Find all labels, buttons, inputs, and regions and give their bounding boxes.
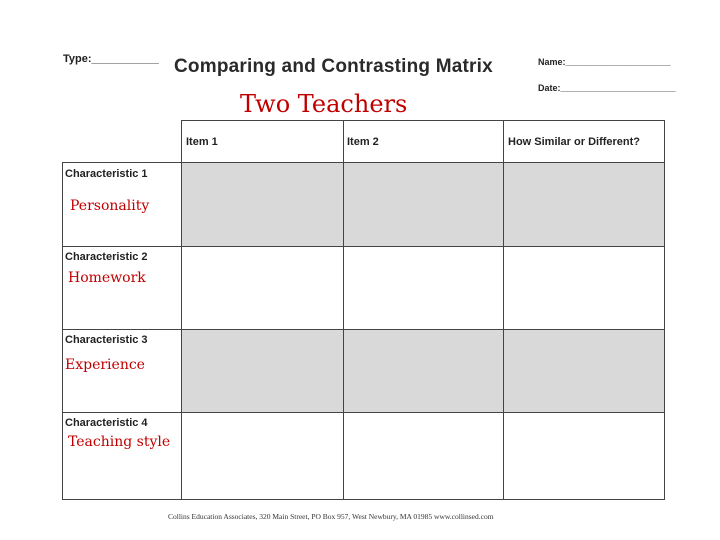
grid-line: [62, 162, 665, 163]
name-field-label: Name:_____________________: [538, 57, 671, 67]
grid-line: [62, 246, 665, 247]
row-header-2: Characteristic 2: [65, 251, 148, 263]
row-note-3: Experience: [65, 357, 145, 373]
page-title: Comparing and Contrasting Matrix: [174, 56, 493, 77]
column-header-item-1: Item 1: [186, 136, 218, 148]
grid-line: [62, 412, 665, 413]
footer-text: Collins Education Associates, 320 Main Street, PO Box 957, West Newbury, MA 01985 www.collinsed.com: [168, 512, 494, 521]
row-1-shade: [182, 163, 665, 246]
row-note-1: Personality: [70, 198, 150, 214]
column-header-item-2: Item 2: [347, 136, 379, 148]
grid-line: [62, 329, 665, 330]
column-header-similar-different: How Similar or Different?: [508, 136, 641, 148]
grid-line: [181, 120, 182, 500]
row-header-1: Characteristic 1: [65, 168, 148, 180]
row-header-3: Characteristic 3: [65, 334, 148, 346]
grid-line: [62, 162, 63, 500]
topic-text: Two Teachers: [240, 90, 408, 118]
grid-line: [62, 499, 665, 500]
row-note-2: Homework: [68, 270, 146, 286]
grid-line: [181, 120, 665, 121]
row-note-4: Teaching style: [68, 434, 171, 450]
row-3-shade: [182, 329, 665, 412]
grid-line: [343, 120, 344, 500]
date-field-label: Date:_______________________: [538, 83, 676, 93]
row-header-4: Characteristic 4: [65, 417, 148, 429]
type-label: Type:___________: [63, 53, 159, 65]
grid-line: [503, 120, 504, 500]
grid-line: [664, 120, 665, 500]
